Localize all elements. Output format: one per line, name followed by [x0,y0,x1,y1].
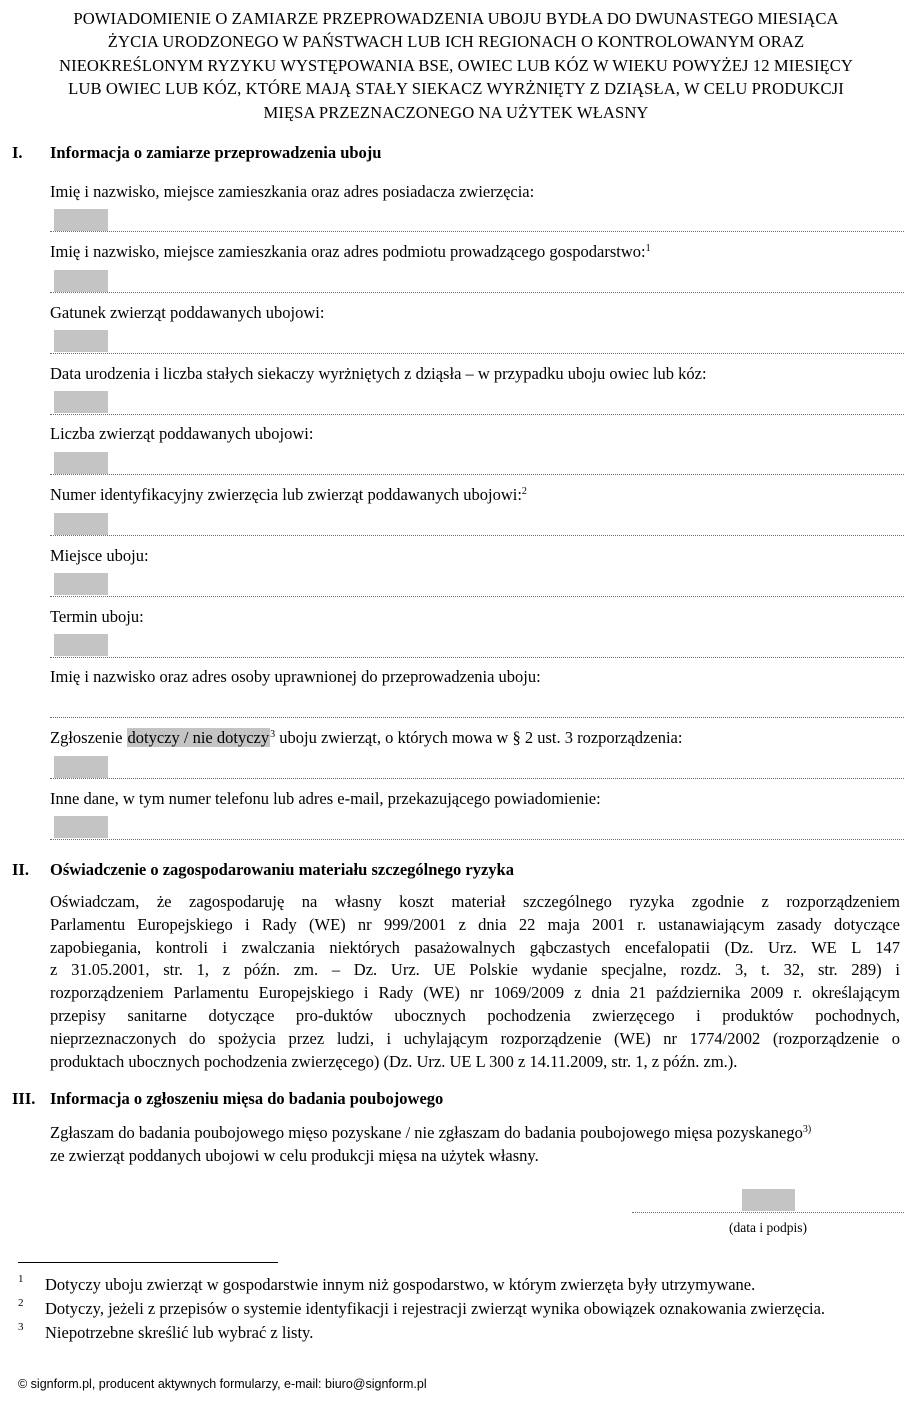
zgloszenie-input[interactable] [54,756,108,778]
paragraph-line: Oświadczam, że zagospodaruję na własny koszt materiał szczególnego ryzyka zgodnie z rozporządzeniem [50,892,900,911]
field-label-contact: Inne dane, w tym numer telefonu lub adres e-mail, przekazującego powiadomienie: [50,789,601,808]
paragraph-line: ze zwierząt poddanych ubojowi w celu produkcji mięsa na użytek własny. [50,1145,539,1165]
field-underline [50,535,904,536]
paragraph-line: produktach ubocznych pochodzenia zwierzęcego) (Dz. Urz. UE L 300 z 14.11.2009, str. 1, z późn. zm.). [50,1051,738,1071]
title-line: ŻYCIA URODZONEGO W PAŃSTWACH LUB ICH REGIONACH O KONTROLOWANYM ORAZ [107,32,805,52]
field-underline [50,839,904,840]
footnote-number: 3 [18,1321,24,1333]
species-input[interactable] [54,330,108,352]
farm-operator-input[interactable] [54,270,108,292]
field-underline [50,353,904,354]
paragraph-line: przepisy sanitarne dotyczące pro-duktów ubocznych pochodzenia zwierzęcego i produktów pochodnych, [50,1005,900,1025]
field-label-farm-operator: Imię i nazwisko, miejsce zamieszkania oraz adres podmiotu prowadzącego gospodarstwo:$^1$ [50,242,651,261]
slaughter-place-input[interactable] [54,573,108,595]
field-label-birth-date-incisors: Data urodzenia i liczba stałych siekaczy wyrżniętych z dziąsła – w przypadku uboju owiec lub kóz: [50,364,707,383]
slaughter-date-input[interactable] [54,634,108,656]
footnote-ref: 3) [802,1124,812,1135]
field-underline [50,474,904,475]
footnote-number: 1 [18,1273,24,1285]
paragraph-line: rozporządzeniem Parlamentu Europejskiego i Rady (WE) nr 1069/2009 z dnia 21 października 2009 r. określającym [50,983,900,1003]
field-label-slaughter-date: Termin uboju: [50,607,144,626]
signature-date-input[interactable] [742,1189,795,1211]
animal-count-input[interactable] [54,452,108,474]
title-line: LUB OWIEC LUB KÓZ, KTÓRE MAJĄ STAŁY SIEKACZ WYRŻNIĘTY Z DZIĄSŁA, W CELU PRODUKCJI [68,79,844,99]
field-label-authorized-person: Imię i nazwisko oraz adres osoby uprawnionej do przeprowadzenia uboju: [50,667,541,686]
field-underline [50,231,904,232]
id-number-input[interactable] [54,513,108,535]
footnote-separator [18,1262,278,1263]
contact-input[interactable] [54,816,108,838]
footnote-number: 2 [18,1297,24,1309]
paragraph-line: Zgłaszam do badania poubojowego mięso pozyskane / nie zgłaszam do badania poubojowego mięsa pozyskanego [50,1123,803,1142]
section-3-number: III. [12,1089,36,1108]
section-3-statement [50,1122,900,1168]
section-1-number: I. [12,143,23,162]
paragraph-line: z 31.05.2001, str. 1, z późn. zm. – Dz. Urz. UE Polskie wydanie specjalne, rozdz. 3, t. 32, str. 289) i [50,960,900,980]
footnote-text: Dotyczy, jeżeli z przepisów o systemie identyfikacji i rejestracji zwierząt wynika obowiązek oznakowania zwierzęcia. [45,1299,826,1318]
title-line: POWIADOMIENIE O ZAMIARZE PRZEPROWADZENIA UBOJU BYDŁA DO DWUNASTEGO MIESIĄCA [73,9,839,28]
footnote-ref: 2 [521,486,527,497]
section-3-title: Informacja o zgłoszeniu mięsa do badania poubojowego [50,1089,444,1108]
title-line: MIĘSA PRZEZNACZONEGO NA UŻYTEK WŁASNY [263,102,649,122]
paragraph-line: nieprzeznaczonych do spożycia przez ludzi, i uchylającym rozporządzenie (WE) nr 1774/2002 (rozporządzenie o [50,1028,900,1048]
copyright-notice: © signform.pl, producent aktywnych formularzy, e-mail: biuro@signform.pl [18,1377,427,1391]
section-2-number: II. [12,860,29,879]
dotyczy-choice-select[interactable]: dotyczy / nie dotyczy [127,728,270,747]
signature-caption: (data i podpis) [729,1220,807,1235]
section-2-title: Oświadczenie o zagospodarowaniu materiału szczególnego ryzyka [50,860,514,879]
section-1-title: Informacja o zamiarze przeprowadzenia uboju [50,143,382,162]
field-underline [50,778,904,779]
field-label-id-number: Numer identyfikacyjny zwierzęcia lub zwierząt poddawanych ubojowi:$^2$ [50,485,527,504]
field-label-animal-count: Liczba zwierząt poddawanych ubojowi: [50,424,314,443]
authorized-person-input[interactable] [50,717,904,718]
field-underline [50,657,904,658]
field-underline [50,414,904,415]
footnote-ref: 3 [270,729,276,740]
paragraph-line: Parlamentu Europejskiego i Rady (WE) nr 999/2001 z dnia 22 maja 2001 r. ustanawiającym zasady dotyczące [50,914,900,934]
birth-date-incisors-input[interactable] [54,391,108,413]
field-label-zgloszenie: Zgłoszenie dotyczy / nie dotyczy$^3$ uboju zwierząt, o których mowa w § 2 ust. 3 rozporządzenia: [50,728,683,747]
footnote-text: Niepotrzebne skreślić lub wybrać z listy. [45,1323,314,1342]
field-underline [50,292,904,293]
field-label-owner: Imię i nazwisko, miejsce zamieszkania oraz adres posiadacza zwierzęcia: [50,182,535,201]
signature-line [632,1212,904,1213]
field-label-species: Gatunek zwierząt poddawanych ubojowi: [50,303,325,322]
paragraph-line: zapobiegania, kontroli i zwalczania niektórych pasażowalnych gąbczastych encefalopatii (Dz. Urz. WE L 147 [50,937,900,957]
field-label-slaughter-place: Miejsce uboju: [50,546,149,565]
section-2-declaration [50,891,900,1073]
title-line: NIEOKREŚLONYM RYZYKU WYSTĘPOWANIA BSE, OWIEC LUB KÓZ W WIEKU POWYŻEJ 12 MIESIĘCY [58,55,854,75]
field-underline [50,596,904,597]
owner-input[interactable] [54,209,108,231]
footnote-ref: 1 [645,243,651,254]
document-title [10,7,902,124]
footnote-text: Dotyczy uboju zwierząt w gospodarstwie innym niż gospodarstwo, w którym zwierzęta były utrzymywane. [45,1275,756,1294]
